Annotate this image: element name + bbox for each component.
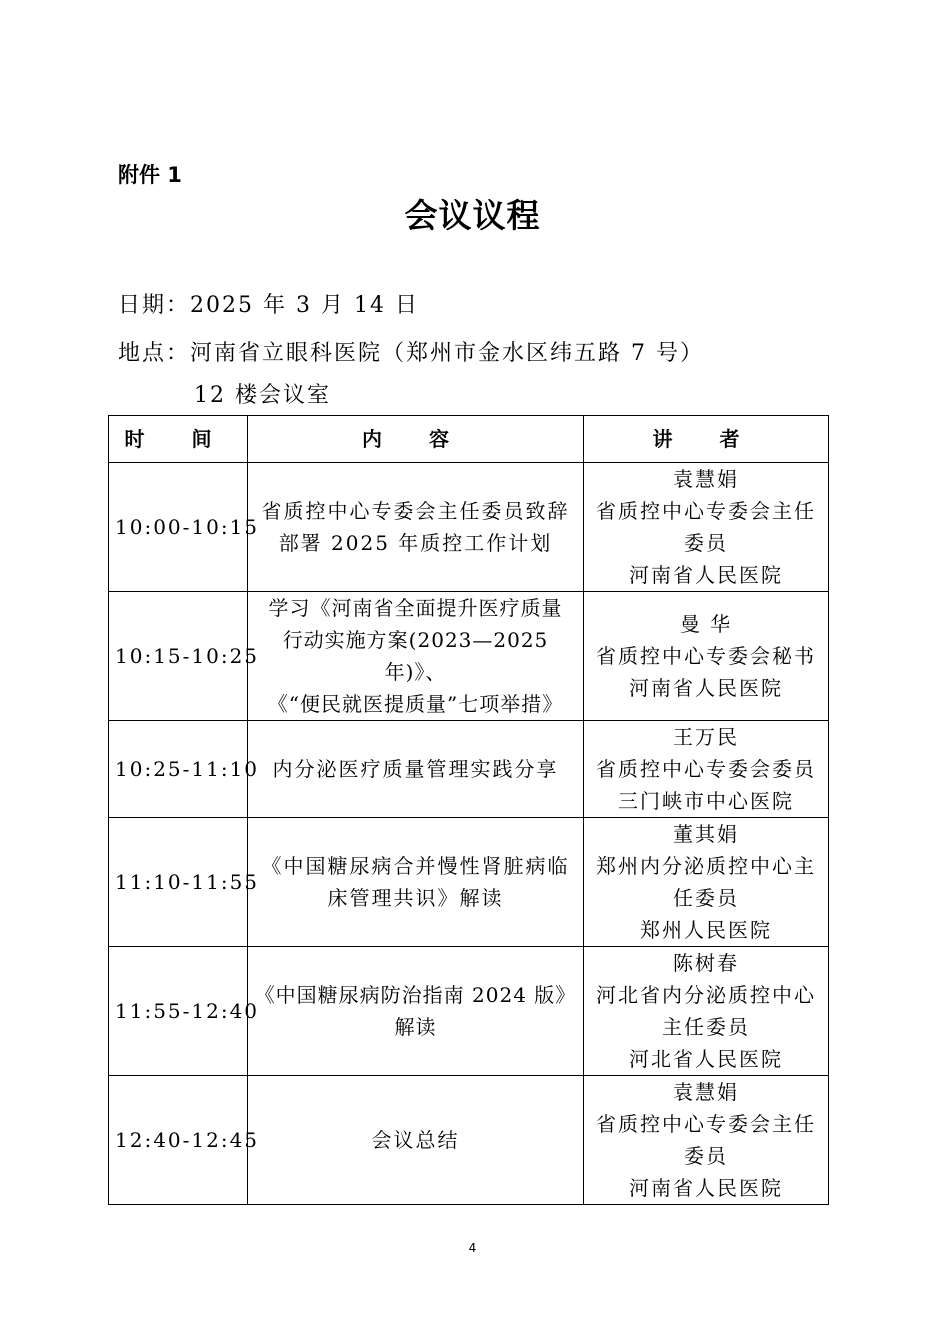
speaker-name: 董其娟	[673, 822, 739, 846]
agenda-table	[108, 415, 829, 1205]
speaker-cell	[584, 592, 829, 721]
speaker-detail: 省质控中心专委会主任	[596, 1112, 816, 1136]
speaker-name: 袁慧娟	[673, 467, 739, 491]
header-time: 时 间	[109, 416, 248, 463]
speaker-detail: 河南省人民医院	[629, 563, 783, 587]
time-cell: 12:40-12:45	[109, 1076, 248, 1205]
table-row	[109, 818, 829, 947]
time-cell: 10:00-10:15	[109, 463, 248, 592]
content-cell	[248, 721, 584, 818]
content-cell	[248, 463, 584, 592]
time-cell: 10:15-10:25	[109, 592, 248, 721]
speaker-detail: 河北省内分泌质控中心	[596, 983, 816, 1007]
page-number: 4	[468, 1241, 477, 1255]
speaker-cell	[584, 947, 829, 1076]
content-line: 部署 2025 年质控工作计划	[278, 531, 553, 555]
speaker-detail: 河北省人民医院	[629, 1047, 783, 1071]
speaker-name: 陈树春	[673, 951, 739, 975]
content-line: 会议总结	[371, 1128, 460, 1152]
content-line: 《中国糖尿病合并慢性肾脏病临	[261, 854, 570, 878]
table-row	[109, 592, 829, 721]
speaker-detail: 河南省人民医院	[629, 1176, 783, 1200]
table-row	[109, 947, 829, 1076]
content-line: 学习《河南省全面提升医疗质量	[268, 596, 563, 620]
speaker-cell	[584, 463, 829, 592]
speaker-detail: 省质控中心专委会主任	[596, 499, 816, 523]
content-cell	[248, 592, 584, 721]
speaker-detail: 委员	[684, 531, 728, 555]
speaker-name: 曼 华	[679, 612, 733, 636]
time-cell: 10:25-11:10	[109, 721, 248, 818]
place-label: 地点：	[118, 341, 191, 366]
date-value: 2025 年 3 月 14 日	[190, 293, 419, 318]
speaker-cell	[584, 818, 829, 947]
content-line: 行动实施方案(2023—2025 年)》、	[282, 628, 549, 684]
speaker-name: 袁慧娟	[673, 1080, 739, 1104]
content-line: 床管理共识》解读	[327, 886, 504, 910]
time-cell: 11:10-11:55	[109, 818, 248, 947]
content-line: 《“便民就医提质量”七项举措》	[267, 692, 564, 716]
speaker-detail: 主任委员	[662, 1015, 750, 1039]
time-cell: 11:55-12:40	[109, 947, 248, 1076]
content-cell	[248, 1076, 584, 1205]
place-value: 河南省立眼科医院（郑州市金水区纬五路 7 号）	[190, 341, 705, 366]
table-row	[109, 463, 829, 592]
speaker-detail: 委员	[684, 1144, 728, 1168]
header-speaker: 讲 者	[584, 416, 829, 463]
agenda-header-row	[109, 416, 829, 463]
content-cell	[248, 818, 584, 947]
speaker-detail: 郑州内分泌质控中心主	[596, 854, 816, 878]
table-row	[109, 1076, 829, 1205]
speaker-detail: 河南省人民医院	[629, 676, 783, 700]
table-row	[109, 721, 829, 818]
header-content: 内 容	[248, 416, 584, 463]
speaker-cell	[584, 721, 829, 818]
speaker-detail: 省质控中心专委会秘书	[596, 644, 816, 668]
speaker-detail: 郑州人民医院	[640, 918, 772, 942]
speaker-detail: 任委员	[673, 886, 739, 910]
date-line	[118, 290, 419, 322]
speaker-name: 王万民	[673, 725, 739, 749]
content-line: 省质控中心专委会主任委员致辞	[261, 499, 570, 523]
place-value-continued: 12 楼会议室	[194, 383, 331, 408]
content-line: 《中国糖尿病防治指南 2024 版》	[254, 983, 577, 1007]
speaker-detail: 省质控中心专委会委员	[596, 757, 816, 781]
place-line	[118, 338, 704, 370]
date-label: 日期：	[118, 293, 191, 318]
content-cell	[248, 947, 584, 1076]
speaker-detail: 三门峡市中心医院	[618, 789, 794, 813]
attachment-label: 附件 1	[118, 163, 182, 187]
content-line: 解读	[394, 1015, 437, 1039]
page-title: 会议议程	[404, 196, 541, 235]
speaker-cell	[584, 1076, 829, 1205]
content-line: 内分泌医疗质量管理实践分享	[272, 757, 559, 781]
